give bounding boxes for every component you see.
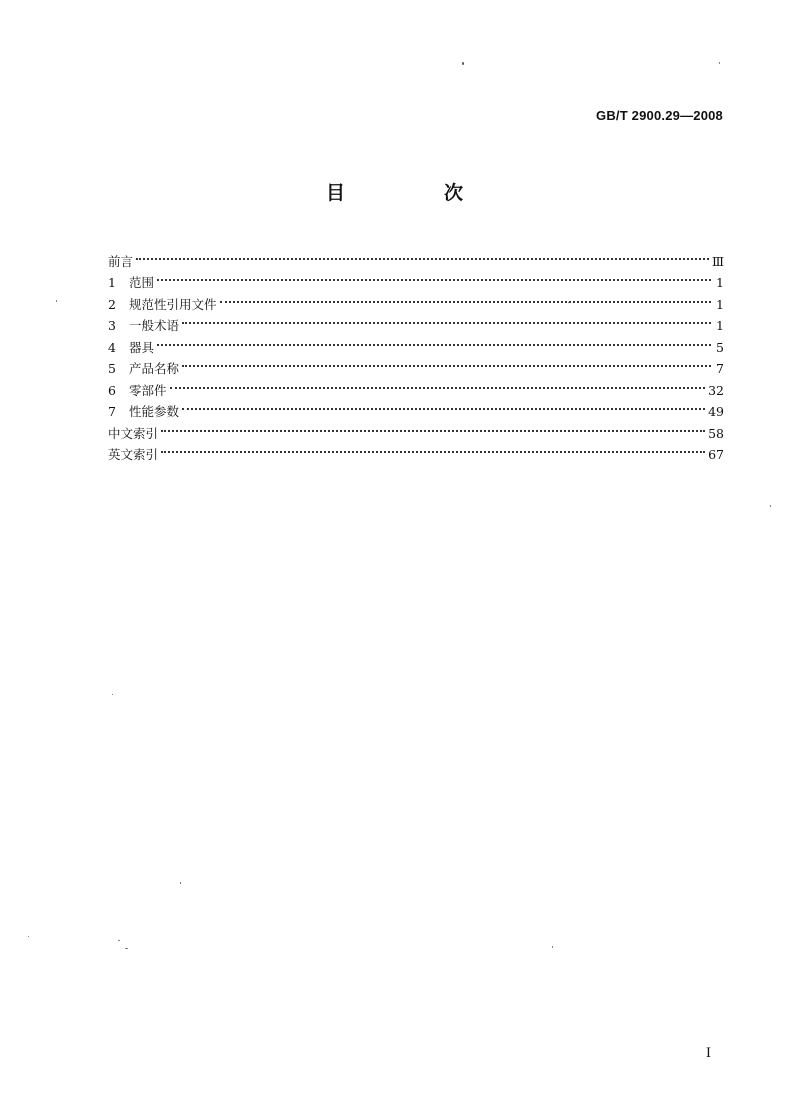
- toc-entry-page: 1: [716, 296, 724, 312]
- toc-entry-page: 1: [716, 275, 724, 290]
- toc-dot-leader: [220, 287, 711, 309]
- toc-entry-number: 4: [108, 339, 116, 355]
- page-number: I: [705, 1046, 711, 1061]
- scan-speck: [180, 882, 181, 884]
- toc-dot-leader: [182, 395, 705, 417]
- toc-entry-label: 中文索引: [108, 425, 159, 441]
- toc-entry-label: 英文索引: [108, 447, 159, 462]
- toc-entry-page: 7: [716, 361, 724, 376]
- toc-entry-foreword[interactable]: [108, 244, 724, 269]
- toc-entry-page: 67: [708, 447, 724, 462]
- toc-entry-label: 范围: [129, 275, 155, 290]
- table-of-contents: [108, 244, 724, 462]
- toc-entry-number: 6: [108, 382, 116, 398]
- page-title: 目 次: [325, 182, 503, 204]
- toc-entry-page: 5: [716, 339, 724, 355]
- toc-dot-leader: [161, 416, 705, 438]
- scan-speck: [462, 62, 464, 65]
- scan-speck: [719, 62, 720, 64]
- scan-speck: [552, 946, 553, 948]
- scan-speck: [28, 936, 29, 937]
- scan-speck: [112, 694, 113, 695]
- toc-entry-page: 1: [716, 318, 724, 333]
- toc-dot-leader: [182, 309, 711, 331]
- toc-entry-label: 一般术语: [129, 318, 180, 333]
- toc-entry-page: 49: [708, 404, 724, 419]
- toc-dot-leader: [157, 266, 711, 288]
- toc-entry-page: 58: [708, 425, 724, 441]
- scan-speck: [125, 948, 128, 949]
- toc-entry-components[interactable]: [108, 373, 724, 398]
- toc-entry-page: Ⅲ: [711, 253, 724, 269]
- standard-code: GB/T 2900.29—2008: [596, 108, 723, 123]
- toc-dot-leader: [157, 330, 711, 352]
- toc-entry-chinese-index[interactable]: [108, 416, 724, 441]
- scan-speck: [568, 302, 570, 303]
- toc-entry-label: 前言: [108, 253, 134, 269]
- toc-entry-label: 零部件: [129, 382, 167, 398]
- scan-speck: [56, 300, 57, 302]
- toc-entry-page: 32: [708, 382, 724, 398]
- toc-entry-performance-parameters[interactable]: [108, 395, 724, 417]
- toc-entry-number: 7: [108, 404, 116, 419]
- toc-dot-leader: [182, 352, 711, 374]
- toc-dot-leader: [161, 438, 705, 460]
- toc-dot-leader: [170, 373, 706, 395]
- toc-entry-label: 规范性引用文件: [129, 296, 217, 312]
- toc-entry-english-index[interactable]: [108, 438, 724, 460]
- toc-entry-appliances[interactable]: [108, 330, 724, 355]
- toc-entry-normative-references[interactable]: [108, 287, 724, 312]
- toc-entry-number: 3: [108, 318, 116, 333]
- toc-dot-leader: [136, 244, 709, 266]
- toc-entry-label: 性能参数: [129, 404, 180, 419]
- scan-speck: [770, 505, 771, 507]
- toc-entry-label: 器具: [129, 339, 155, 355]
- toc-entry-number: 1: [108, 275, 116, 290]
- toc-entry-label: 产品名称: [129, 361, 180, 376]
- toc-entry-number: 5: [108, 361, 116, 376]
- toc-entry-scope[interactable]: [108, 266, 724, 288]
- toc-entry-product-names[interactable]: [108, 352, 724, 374]
- toc-entry-general-terms[interactable]: [108, 309, 724, 331]
- toc-entry-number: 2: [108, 296, 116, 312]
- scan-speck: [118, 940, 120, 941]
